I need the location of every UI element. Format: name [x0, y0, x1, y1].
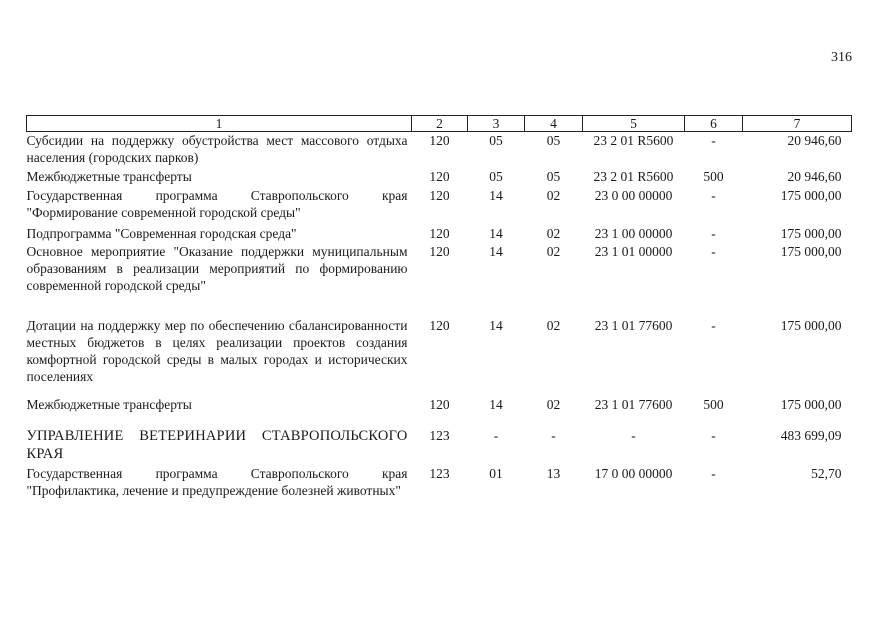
header-col-2: 2 [412, 116, 468, 132]
row-c4: 05 [546, 168, 561, 184]
row-c6: 500 [703, 396, 724, 412]
row-c2: 120 [429, 243, 450, 259]
row-c7: 175 000,00 [780, 317, 842, 333]
row-c7: 175 000,00 [780, 396, 842, 412]
table-row [27, 132, 852, 168]
row-c6: - [711, 133, 716, 148]
row-c4: 02 [546, 243, 561, 259]
row-c6: - [711, 243, 716, 259]
table-row [27, 187, 852, 225]
table-row [27, 168, 852, 187]
header-col-4: 4 [525, 116, 583, 132]
table-row [27, 243, 852, 317]
row-name: Субсидии на поддержку обустройства мест массового отдыха населения (городских парков) [26, 133, 408, 165]
row-c6: - [711, 427, 716, 443]
row-c3: 05 [489, 168, 503, 184]
header-col-1: 1 [27, 116, 412, 132]
row-c3: 14 [489, 187, 503, 203]
row-c5: 23 1 01 00000 [594, 243, 673, 259]
row-c7: 20 946,60 [787, 168, 842, 184]
row-c5: 23 0 00 00000 [594, 187, 673, 203]
table-row [27, 396, 852, 427]
row-c2: 123 [429, 465, 450, 481]
row-name: Межбюджетные трансферты [26, 168, 192, 184]
header-col-7: 7 [743, 116, 852, 132]
row-c5: 23 2 01 R5600 [593, 133, 674, 148]
row-c6: - [711, 465, 716, 481]
page-number: 316 [831, 50, 852, 65]
row-name: Межбюджетные трансферты [26, 396, 192, 412]
row-c2: 123 [429, 427, 450, 443]
row-c7: 20 946,60 [787, 133, 842, 148]
row-c2: 120 [429, 187, 450, 203]
row-c5: 23 1 00 00000 [594, 225, 673, 241]
row-c6: 500 [703, 168, 724, 184]
row-name: Государственная программа Ставропольского края "Профилактика, лечение и предупреждение болезней животных" [26, 465, 408, 498]
table-header-row [27, 116, 852, 132]
row-c2: 120 [429, 168, 450, 184]
row-c4: 13 [546, 465, 561, 481]
row-c4: 02 [546, 225, 561, 241]
row-name: Подпрограмма "Современная городская среда" [26, 225, 297, 241]
row-c2: 120 [429, 317, 450, 333]
budget-table [26, 115, 852, 519]
row-c3: 14 [489, 317, 503, 333]
table-row [27, 427, 852, 465]
row-c5: - [631, 427, 636, 443]
row-c6: - [711, 317, 716, 333]
row-c3: 14 [489, 396, 503, 412]
header-col-3: 3 [468, 116, 525, 132]
table-row [27, 225, 852, 243]
row-c4: - [551, 427, 556, 443]
row-c3: 14 [489, 225, 503, 241]
row-name: Дотации на поддержку мер по обеспечению сбалансированности местных бюджетов в целях реализации проектов создания комфортной городской среды в малых городах и исторических поселениях [26, 317, 408, 384]
row-name: УПРАВЛЕНИЕ ВЕТЕРИНАРИИ СТАВРОПОЛЬСКОГО КРАЯ [26, 427, 408, 462]
row-c3: 01 [489, 465, 503, 481]
row-c5: 17 0 00 00000 [594, 465, 673, 481]
row-c4: 02 [546, 317, 561, 333]
row-c7: 483 699,09 [780, 427, 842, 443]
header-col-6: 6 [685, 116, 743, 132]
row-c3: 14 [489, 243, 503, 259]
row-c5: 23 1 01 77600 [594, 396, 673, 412]
row-c4: 05 [546, 133, 561, 148]
table-row [27, 317, 852, 396]
row-c6: - [711, 187, 716, 203]
row-c2: 120 [429, 396, 450, 412]
row-c2: 120 [429, 225, 450, 241]
row-c5: 23 2 01 R5600 [593, 168, 674, 184]
row-c3: - [493, 427, 499, 443]
row-c4: 02 [546, 396, 561, 412]
row-name: Государственная программа Ставропольского края "Формирование современной городской среды" [26, 187, 408, 220]
row-c7: 52,70 [811, 465, 842, 481]
row-c7: 175 000,00 [780, 225, 842, 241]
row-c6: - [711, 225, 716, 241]
row-c4: 02 [546, 187, 561, 203]
row-c5: 23 1 01 77600 [594, 317, 673, 333]
row-c2: 120 [429, 133, 450, 148]
row-c7: 175 000,00 [780, 187, 842, 203]
table-row [27, 465, 852, 519]
row-c3: 05 [489, 133, 503, 148]
header-col-5: 5 [583, 116, 685, 132]
row-c7: 175 000,00 [780, 243, 842, 259]
row-name: Основное мероприятие "Оказание поддержки муниципальным образованиям в реализации мероприятий по формированию современной городской среды" [26, 243, 408, 293]
